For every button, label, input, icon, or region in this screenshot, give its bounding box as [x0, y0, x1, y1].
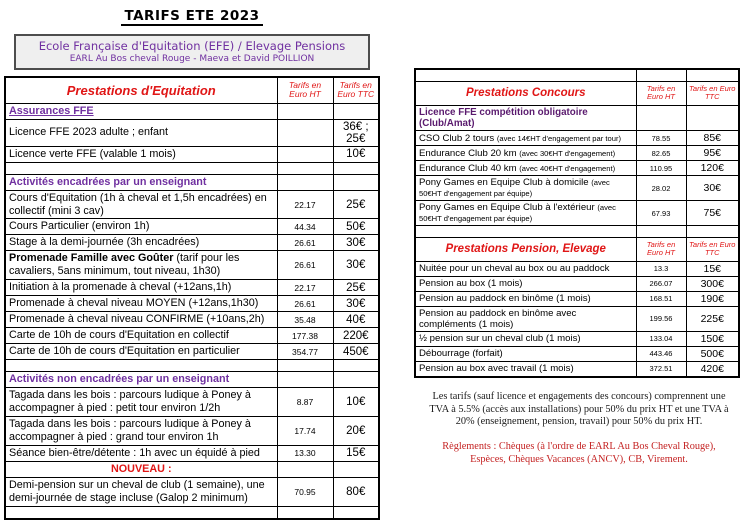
service-label-bold: Promenade Famille avec Goûter [9, 252, 174, 265]
empty-cell [333, 372, 379, 388]
service-label-cell: Initiation à la promenade à cheval (+12ans,1h) [5, 280, 277, 296]
price-ttc-cell: 50€ [333, 219, 379, 235]
column-header-ttc: Tarifs en Euro TTC [333, 77, 379, 103]
price-ht-cell: 266.07 [636, 276, 686, 291]
empty-cell [277, 506, 333, 519]
payment-methods-note: Règlements : Chèques (à l'ordre de EARL Au Bos Cheval Rouge), Espèces, Chèques Vacances (ANCV), CB, Virement. [442, 441, 716, 466]
price-row [415, 131, 739, 146]
price-ttc-cell: 40€ [333, 312, 379, 328]
price-row [415, 291, 739, 306]
price-row [5, 219, 379, 235]
price-ht-cell: 26.61 [277, 296, 333, 312]
price-row [5, 119, 379, 146]
service-label-cell: Tagada dans les bois : parcours ludique à Poney à accompagner à pied : grand tour environ 1h [5, 416, 277, 445]
price-ht-cell: 13.3 [636, 261, 686, 276]
empty-cell [277, 162, 333, 174]
price-row [415, 306, 739, 331]
price-row [5, 280, 379, 296]
notice-label-cell: NOUVEAU : [5, 461, 277, 477]
price-row [5, 477, 379, 506]
section-label: Activités non encadrées par un enseignant [9, 373, 230, 386]
price-ht-cell: 133.04 [636, 331, 686, 346]
page-title-text: TARIFS ETE 2023 [121, 8, 262, 26]
price-row [415, 331, 739, 346]
column-header-ht: Tarifs en Euro HT [277, 77, 333, 103]
column-header-ttc: Tarifs en Euro TTC [686, 238, 739, 262]
price-ht-cell: 67.93 [636, 201, 686, 226]
service-label-detail: (avec 14€HT d'engagement par tour) [496, 133, 622, 143]
empty-cell [5, 360, 277, 372]
section-header-row [5, 372, 379, 388]
price-ht-cell: 177.38 [277, 328, 333, 344]
price-row [415, 161, 739, 176]
section-label-cell [415, 105, 636, 131]
price-ttc-cell: 80€ [333, 477, 379, 506]
price-row [5, 387, 379, 416]
empty-cell [333, 360, 379, 372]
price-ttc-cell: 85€ [686, 131, 739, 146]
service-label-cell: Tagada dans les bois : parcours ludique à Poney à accompagner à pied : petit tour environ 1/2h [5, 387, 277, 416]
table-header-row [415, 82, 739, 106]
service-label-cell: Endurance Club 40 km (avec 40€HT d'engagement) [415, 161, 636, 176]
price-ht-cell: 17.74 [277, 416, 333, 445]
left-column [4, 5, 380, 520]
service-label-cell: Licence verte FFE (valable 1 mois) [5, 146, 277, 162]
column-header-ttc: Tarifs en Euro TTC [686, 82, 739, 106]
price-row [415, 261, 739, 276]
price-row [5, 344, 379, 360]
empty-cell [277, 103, 333, 119]
section-header-row [415, 105, 739, 131]
price-ht-cell: 13.30 [277, 445, 333, 461]
price-ht-cell: 26.61 [277, 251, 333, 280]
concours-pension-price-table [414, 68, 740, 378]
service-label-cell: Carte de 10h de cours d'Equitation en collectif [5, 328, 277, 344]
service-label-detail: (avec 30€HT d'engagement) [519, 148, 616, 158]
table-title-cell: Prestations Pension, Elevage [415, 238, 636, 262]
price-row [5, 416, 379, 445]
price-ttc-cell: 10€ [333, 387, 379, 416]
empty-cell [686, 69, 739, 82]
empty-cell [636, 226, 686, 238]
empty-cell [277, 461, 333, 477]
empty-cell [636, 69, 686, 82]
organization-box [14, 34, 370, 70]
price-ttc-cell: 420€ [686, 361, 739, 377]
service-label-cell: Pension au box (1 mois) [415, 276, 636, 291]
price-row [5, 296, 379, 312]
price-row [5, 312, 379, 328]
price-row [5, 190, 379, 219]
price-ttc-cell: 25€ [333, 190, 379, 219]
service-label-cell: Pension au paddock en binôme avec compléments (1 mois) [415, 306, 636, 331]
service-label-cell: Promenade à cheval niveau MOYEN (+12ans,1h30) [5, 296, 277, 312]
empty-cell [333, 162, 379, 174]
price-row [5, 328, 379, 344]
spacer-row [415, 226, 739, 238]
table-title-cell: Prestations d'Equitation [5, 77, 277, 103]
empty-cell [686, 226, 739, 238]
service-label-cell: Stage à la demi-journée (3h encadrées) [5, 235, 277, 251]
price-ttc-cell: 220€ [333, 328, 379, 344]
price-row [415, 176, 739, 201]
price-ht-cell: 110.95 [636, 161, 686, 176]
empty-cell [5, 506, 277, 519]
service-label-cell: Cours d'Equitation (1h à cheval et 1,5h encadrées) en collectif (mini 3 cav) [5, 190, 277, 219]
service-label-cell: Pension au box avec travail (1 mois) [415, 361, 636, 377]
service-label-cell: Licence FFE 2023 adulte ; enfant [5, 119, 277, 146]
price-row [415, 201, 739, 226]
column-header-ht: Tarifs en Euro HT [636, 238, 686, 262]
empty-cell [415, 69, 636, 82]
price-ttc-cell: 25€ [333, 280, 379, 296]
price-ht-cell: 443.46 [636, 346, 686, 361]
empty-cell [277, 174, 333, 190]
page-title [4, 7, 380, 25]
price-row [5, 445, 379, 461]
service-label-cell: Pony Games en Equipe Club à domicile (avec 50€HT d'engagement par équipe) [415, 176, 636, 201]
organization-name: Ecole Française d'Equitation (EFE) / Elevage Pensions [38, 39, 346, 53]
spacer-row [415, 69, 739, 82]
service-label-cell: CSO Club 2 tours (avec 14€HT d'engagement par tour) [415, 131, 636, 146]
price-ht-cell: 22.17 [277, 280, 333, 296]
service-label-cell: Promenade Famille avec Goûter (tarif pour les cavaliers, 5ans minimum, tout niveau, 1h30) [5, 251, 277, 280]
empty-cell [333, 174, 379, 190]
table-header-row [5, 77, 379, 103]
spacer-row [5, 506, 379, 519]
section-label-cell [5, 103, 277, 119]
section-header-row [5, 103, 379, 119]
service-label-cell: Séance bien-être/détente : 1h avec un équidé à pied [5, 445, 277, 461]
section-label: Assurances FFE [9, 104, 94, 117]
section-label: Licence FFE compétition obligatoire (Club/Amat) [419, 106, 588, 129]
notice-row [5, 461, 379, 477]
price-row [5, 235, 379, 251]
price-ttc-cell: 190€ [686, 291, 739, 306]
price-ht-cell: 28.02 [636, 176, 686, 201]
price-ttc-cell: 225€ [686, 306, 739, 331]
service-label-detail: (avec 40€HT d'engagement) [519, 163, 616, 173]
price-ttc-cell: 75€ [686, 201, 739, 226]
empty-cell [333, 506, 379, 519]
price-ttc-cell: 30€ [686, 176, 739, 201]
table-header-row [415, 238, 739, 262]
price-ttc-cell: 500€ [686, 346, 739, 361]
service-label-detail: (avec 50€HT d'engagement par équipe) [419, 203, 616, 224]
price-ht-cell: 44.34 [277, 219, 333, 235]
empty-cell [5, 162, 277, 174]
price-row [415, 346, 739, 361]
price-ht-cell: 78.55 [636, 131, 686, 146]
column-header-ht: Tarifs en Euro HT [636, 82, 686, 106]
price-ht-cell: 35.48 [277, 312, 333, 328]
empty-cell [333, 103, 379, 119]
price-ht-cell [277, 146, 333, 162]
section-header-row [5, 174, 379, 190]
service-label-cell: Endurance Club 20 km (avec 30€HT d'engagement) [415, 146, 636, 161]
service-label-cell: Carte de 10h de cours d'Equitation en particulier [5, 344, 277, 360]
organization-owners: EARL Au Bos cheval Rouge - Maeva et David POILLION [69, 54, 315, 64]
price-ht-cell: 70.95 [277, 477, 333, 506]
price-ttc-cell: 20€ [333, 416, 379, 445]
spacer-row [5, 360, 379, 372]
price-ttc-cell: 30€ [333, 251, 379, 280]
price-ht-cell: 82.65 [636, 146, 686, 161]
price-ttc-cell: 15€ [333, 445, 379, 461]
price-ttc-cell: 300€ [686, 276, 739, 291]
service-label-cell: Nuitée pour un cheval au box ou au paddock [415, 261, 636, 276]
price-ht-cell: 22.17 [277, 190, 333, 219]
price-ht-cell: 8.87 [277, 387, 333, 416]
service-label-cell: Débourrage (forfait) [415, 346, 636, 361]
empty-cell [415, 226, 636, 238]
tva-note: Les tarifs (sauf licence et engagements des concours) comprennent une TVA à 5.5% (accès aux installations) pour 50% du prix HT et une TVA à 20% (enseignement, pension, travail) pour 50% du prix HT. [429, 390, 729, 428]
service-label-cell: Promenade à cheval niveau CONFIRME (+10ans,2h) [5, 312, 277, 328]
empty-cell [686, 105, 739, 131]
price-row [415, 276, 739, 291]
empty-cell [277, 372, 333, 388]
section-label-cell [5, 174, 277, 190]
price-ht-cell: 354.77 [277, 344, 333, 360]
price-ttc-cell: 30€ [333, 235, 379, 251]
price-row [415, 361, 739, 377]
price-row [415, 146, 739, 161]
service-label-cell: Cours Particulier (environ 1h) [5, 219, 277, 235]
service-label-cell: Pony Games en Equipe Club à l'extérieur (avec 50€HT d'engagement par équipe) [415, 201, 636, 226]
price-ttc-cell: 120€ [686, 161, 739, 176]
price-ht-cell: 168.51 [636, 291, 686, 306]
price-ht-cell: 199.56 [636, 306, 686, 331]
price-ht-cell: 26.61 [277, 235, 333, 251]
price-ttc-cell: 15€ [686, 261, 739, 276]
service-label-cell: Demi-pension sur un cheval de club (1 semaine), une demi-journée de stage incluse (Galop 2 minimum) [5, 477, 277, 506]
service-label-detail: (avec 50€HT d'engagement par équipe) [419, 178, 610, 199]
price-ttc-cell: 36€ ; 25€ [333, 119, 379, 146]
empty-cell [636, 105, 686, 131]
price-ttc-cell: 95€ [686, 146, 739, 161]
price-row [5, 146, 379, 162]
price-ttc-cell: 10€ [333, 146, 379, 162]
table-title-cell: Prestations Concours [415, 82, 636, 106]
empty-cell [333, 461, 379, 477]
price-row [5, 251, 379, 280]
right-column [414, 68, 738, 467]
service-label-cell: Pension au paddock en binôme (1 mois) [415, 291, 636, 306]
spacer-row [5, 162, 379, 174]
price-ht-cell [277, 119, 333, 146]
section-label-cell [5, 372, 277, 388]
empty-cell [277, 360, 333, 372]
section-label: Activités encadrées par un enseignant [9, 175, 207, 188]
price-ttc-cell: 150€ [686, 331, 739, 346]
price-ttc-cell: 30€ [333, 296, 379, 312]
service-label-cell: ½ pension sur un cheval club (1 mois) [415, 331, 636, 346]
price-ttc-cell: 450€ [333, 344, 379, 360]
equitation-price-table [4, 76, 380, 520]
price-ht-cell: 372.51 [636, 361, 686, 377]
